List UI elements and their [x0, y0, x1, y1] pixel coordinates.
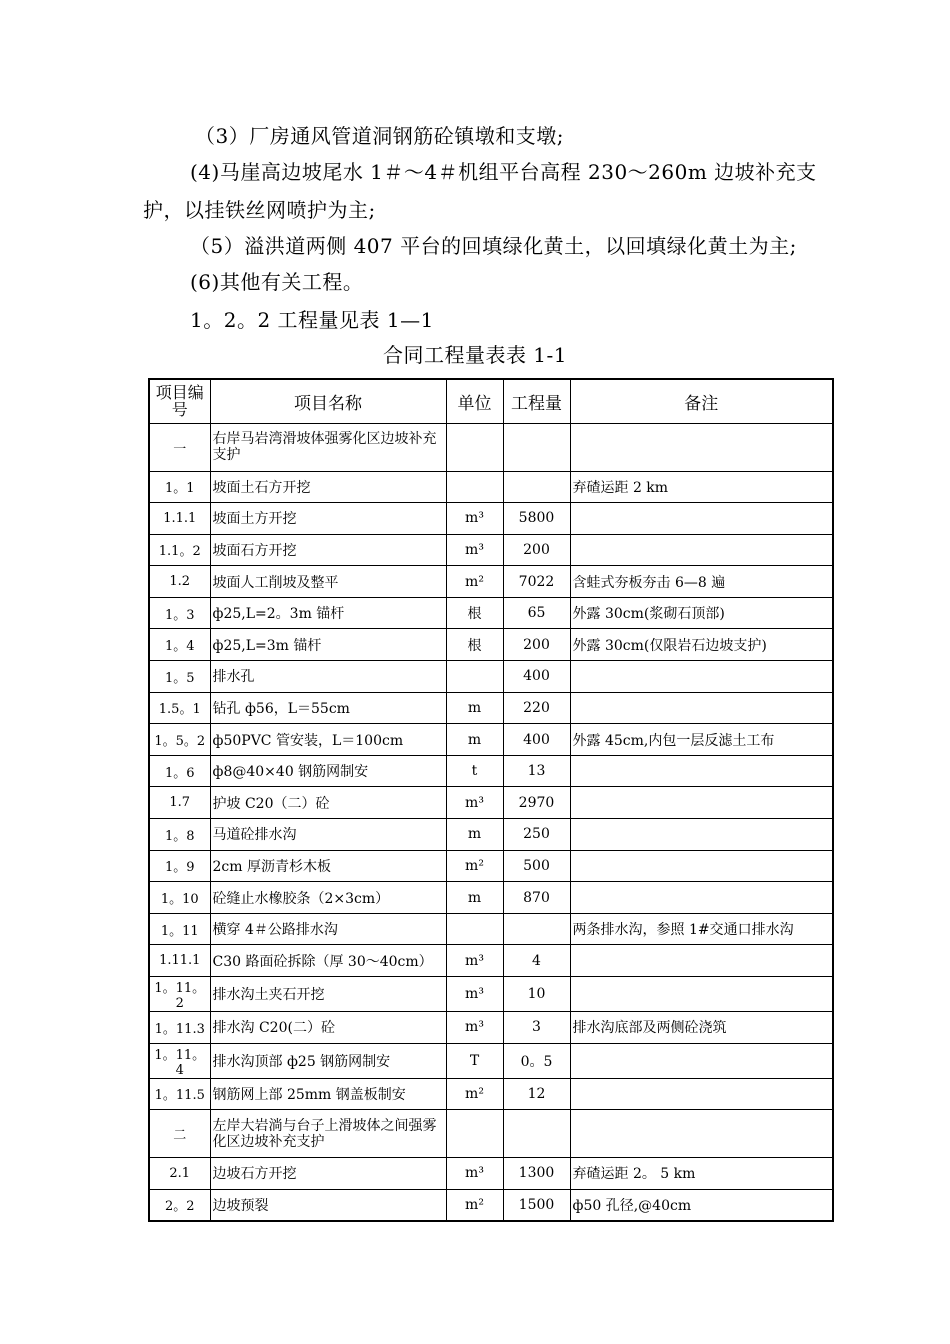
cell-unit — [446, 913, 503, 945]
cell-item-no: 1.1.1 — [149, 503, 210, 535]
cell-item-name: 砼缝止水橡胶条（2×3cm） — [210, 882, 446, 914]
cell-note — [570, 503, 833, 535]
table-caption: 合同工程量表表 1-1 — [382, 343, 568, 367]
table-row — [149, 566, 833, 598]
table-row — [149, 471, 833, 503]
cell-unit: m — [446, 692, 503, 724]
paragraph-item-5: （5）溢洪道两侧 407 平台的回填绿化黄土，以回填绿化黄土为主; — [190, 234, 797, 258]
table-row — [149, 629, 833, 661]
cell-unit: m — [446, 724, 503, 756]
cell-item-no: 1。1 — [149, 471, 210, 503]
table-row — [149, 1189, 833, 1221]
cell-item-name: ф25,L=2。3m 锚杆 — [210, 597, 446, 629]
cell-item-no: 1.5。1 — [149, 692, 210, 724]
table-row — [149, 1078, 833, 1110]
cell-note: 两条排水沟，参照 1#交通口排水沟 — [570, 913, 833, 945]
cell-item-name: 坡面人工削坡及整平 — [210, 566, 446, 598]
cell-item-name: 边坡预裂 — [210, 1189, 446, 1221]
cell-unit: m³ — [446, 534, 503, 566]
paragraph-item-4-line-2: 护，以挂铁丝网喷护为主; — [143, 198, 376, 222]
table-row — [149, 1043, 833, 1078]
table-row — [149, 1158, 833, 1190]
cell-unit: m² — [446, 1189, 503, 1221]
cell-note — [570, 1110, 833, 1158]
cell-quantity: 5800 — [503, 503, 570, 535]
cell-item-no: 1。5。2 — [149, 724, 210, 756]
header-unit: 单位 — [446, 379, 503, 423]
cell-quantity: 400 — [503, 724, 570, 756]
table-row — [149, 945, 833, 977]
cell-item-no: 1。10 — [149, 882, 210, 914]
cell-item-name: 马道砼排水沟 — [210, 819, 446, 851]
table-row — [149, 1110, 833, 1158]
cell-note: 含蛙式夯板夯击 6—8 遍 — [570, 566, 833, 598]
cell-item-name: ф8@40×40 钢筋网制安 — [210, 755, 446, 787]
cell-item-no: 一 — [149, 423, 210, 471]
cell-note — [570, 882, 833, 914]
cell-unit: t — [446, 755, 503, 787]
cell-item-name: 坡面土石方开挖 — [210, 471, 446, 503]
table-header-row — [149, 379, 833, 423]
cell-note — [570, 534, 833, 566]
table-row — [149, 423, 833, 471]
table-row — [149, 597, 833, 629]
cell-unit: m — [446, 882, 503, 914]
cell-unit: m³ — [446, 1012, 503, 1044]
cell-quantity: 0。5 — [503, 1043, 570, 1078]
table-body — [149, 423, 833, 1221]
cell-quantity: 1500 — [503, 1189, 570, 1221]
cell-note — [570, 945, 833, 977]
cell-unit — [446, 471, 503, 503]
cell-item-no: 1。9 — [149, 850, 210, 882]
cell-item-name: 排水沟土夹石开挖 — [210, 977, 446, 1012]
cell-quantity — [503, 471, 570, 503]
paragraph-item-4-line-1: (4)马崖高边坡尾水 1＃～4＃机组平台高程 230～260m 边坡补充支 — [190, 160, 817, 184]
cell-item-name: 排水沟 C20(二）砼 — [210, 1012, 446, 1044]
cell-item-no: 1。11 — [149, 913, 210, 945]
quantity-table — [148, 378, 834, 1222]
cell-quantity: 2970 — [503, 787, 570, 819]
table-row — [149, 755, 833, 787]
cell-quantity: 3 — [503, 1012, 570, 1044]
cell-item-name: 钢筋网上部 25mm 钢盖板制安 — [210, 1078, 446, 1110]
cell-item-no: 1.7 — [149, 787, 210, 819]
cell-unit: m — [446, 819, 503, 851]
cell-quantity: 400 — [503, 661, 570, 693]
cell-unit: m² — [446, 1078, 503, 1110]
table-row — [149, 913, 833, 945]
cell-item-no: 1。11.3 — [149, 1012, 210, 1044]
cell-unit: m³ — [446, 977, 503, 1012]
cell-item-no: 1。11。2 — [149, 977, 210, 1012]
cell-quantity — [503, 1110, 570, 1158]
table-row — [149, 787, 833, 819]
cell-note: ф50 孔径,@40cm — [570, 1189, 833, 1221]
cell-unit — [446, 1110, 503, 1158]
table-row — [149, 503, 833, 535]
cell-item-name: 钻孔 ф56，L＝55cm — [210, 692, 446, 724]
cell-item-name: 坡面土方开挖 — [210, 503, 446, 535]
cell-item-no: 1。5 — [149, 661, 210, 693]
cell-quantity — [503, 423, 570, 471]
cell-item-name: 排水孔 — [210, 661, 446, 693]
cell-item-name: C30 路面砼拆除（厚 30～40cm） — [210, 945, 446, 977]
cell-item-no: 1.11.1 — [149, 945, 210, 977]
cell-note — [570, 692, 833, 724]
cell-item-name: 坡面石方开挖 — [210, 534, 446, 566]
cell-item-name: ф50PVC 管安装，L＝100cm — [210, 724, 446, 756]
cell-unit: m³ — [446, 945, 503, 977]
cell-item-no: 1。8 — [149, 819, 210, 851]
cell-note — [570, 850, 833, 882]
cell-item-no: 1.2 — [149, 566, 210, 598]
cell-note: 弃碴运距 2。 5 km — [570, 1158, 833, 1190]
paragraph-item-6: (6)其他有关工程。 — [190, 270, 364, 294]
cell-quantity: 1300 — [503, 1158, 570, 1190]
cell-item-no: 2。2 — [149, 1189, 210, 1221]
cell-note — [570, 755, 833, 787]
cell-item-no: 1。6 — [149, 755, 210, 787]
cell-quantity: 13 — [503, 755, 570, 787]
cell-quantity: 12 — [503, 1078, 570, 1110]
cell-note: 弃碴运距 2 km — [570, 471, 833, 503]
cell-note: 外露 30cm(仅限岩石边坡支护) — [570, 629, 833, 661]
header-item-no: 项目编号 — [149, 379, 210, 423]
cell-item-name: 护坡 C20（二）砼 — [210, 787, 446, 819]
cell-item-no: 1.1。2 — [149, 534, 210, 566]
cell-item-no: 1。11。4 — [149, 1043, 210, 1078]
header-quantity: 工程量 — [503, 379, 570, 423]
cell-item-no: 2.1 — [149, 1158, 210, 1190]
cell-item-name: 排水沟顶部 ф25 钢筋网制安 — [210, 1043, 446, 1078]
cell-quantity: 220 — [503, 692, 570, 724]
cell-item-no: 1。4 — [149, 629, 210, 661]
cell-item-name: 左岸大岩淌与台子上滑坡体之间强雾化区边坡补充支护 — [210, 1110, 446, 1158]
header-note: 备注 — [570, 379, 833, 423]
table-row — [149, 661, 833, 693]
cell-quantity: 500 — [503, 850, 570, 882]
paragraph-item-3: （3）厂房通风管道洞钢筋砼镇墩和支墩; — [195, 124, 564, 148]
cell-note — [570, 819, 833, 851]
cell-note: 外露 45cm,内包一层反滤土工布 — [570, 724, 833, 756]
cell-item-no: 1。3 — [149, 597, 210, 629]
cell-quantity: 4 — [503, 945, 570, 977]
table-row — [149, 850, 833, 882]
cell-unit: T — [446, 1043, 503, 1078]
cell-unit — [446, 661, 503, 693]
cell-item-name: 2cm 厚沥青杉木板 — [210, 850, 446, 882]
cell-unit: m³ — [446, 1158, 503, 1190]
cell-note — [570, 423, 833, 471]
cell-quantity: 10 — [503, 977, 570, 1012]
cell-item-name: 右岸马岩湾滑坡体强雾化区边坡补充支护 — [210, 423, 446, 471]
cell-item-name: 横穿 4＃公路排水沟 — [210, 913, 446, 945]
cell-unit: 根 — [446, 597, 503, 629]
cell-unit: m² — [446, 850, 503, 882]
header-item-name: 项目名称 — [210, 379, 446, 423]
cell-unit: 根 — [446, 629, 503, 661]
cell-item-no: 1。11.5 — [149, 1078, 210, 1110]
section-heading: 1。2。2 工程量见表 1—1 — [190, 308, 434, 332]
cell-item-no: 二 — [149, 1110, 210, 1158]
table-row — [149, 724, 833, 756]
cell-quantity: 250 — [503, 819, 570, 851]
cell-unit: m² — [446, 566, 503, 598]
cell-quantity: 65 — [503, 597, 570, 629]
cell-note — [570, 787, 833, 819]
cell-quantity: 200 — [503, 629, 570, 661]
cell-quantity — [503, 913, 570, 945]
table-row — [149, 692, 833, 724]
cell-note — [570, 1078, 833, 1110]
cell-quantity: 7022 — [503, 566, 570, 598]
cell-unit — [446, 423, 503, 471]
table-row — [149, 819, 833, 851]
cell-note — [570, 977, 833, 1012]
cell-unit: m³ — [446, 503, 503, 535]
table-row — [149, 534, 833, 566]
cell-unit: m³ — [446, 787, 503, 819]
cell-item-name: 边坡石方开挖 — [210, 1158, 446, 1190]
cell-note — [570, 1043, 833, 1078]
table-row — [149, 882, 833, 914]
table-row — [149, 1012, 833, 1044]
cell-quantity: 870 — [503, 882, 570, 914]
cell-note — [570, 661, 833, 693]
table-row — [149, 977, 833, 1012]
cell-quantity: 200 — [503, 534, 570, 566]
cell-item-name: ф25,L=3m 锚杆 — [210, 629, 446, 661]
cell-note: 排水沟底部及两侧砼浇筑 — [570, 1012, 833, 1044]
cell-note: 外露 30cm(浆砌石顶部) — [570, 597, 833, 629]
